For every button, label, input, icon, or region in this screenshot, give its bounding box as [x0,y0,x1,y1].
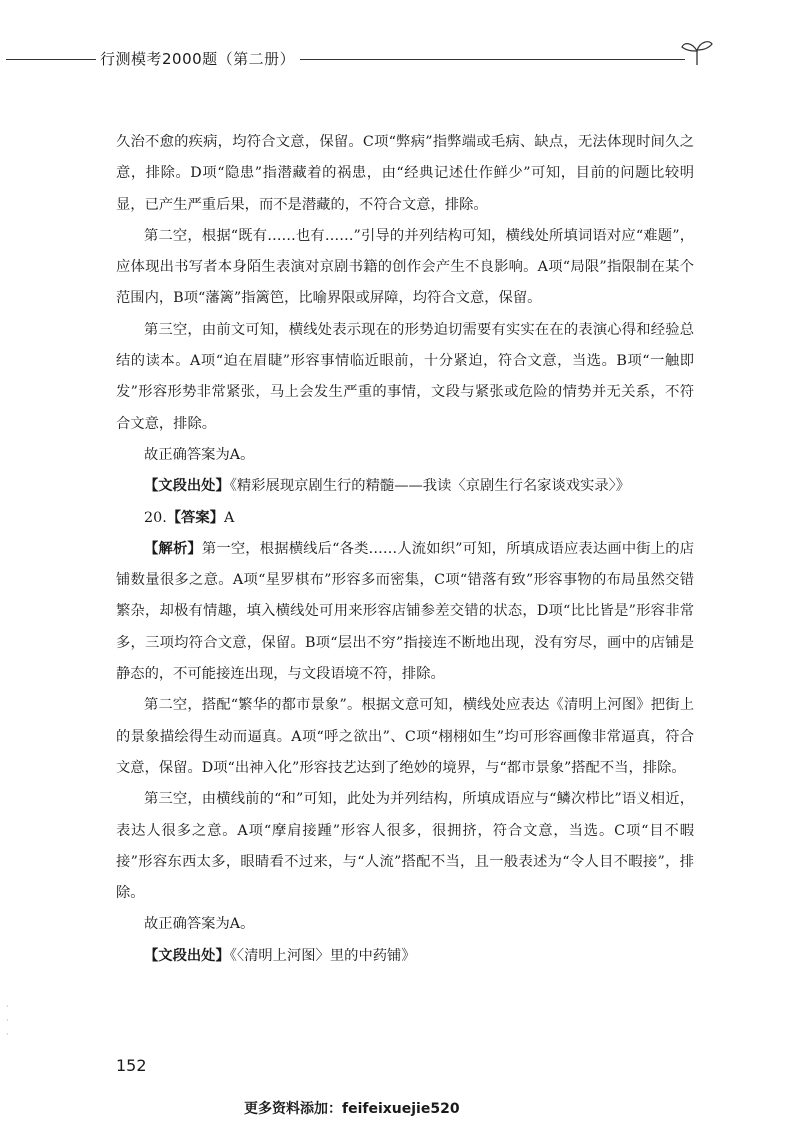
analysis-paragraph [116,534,694,690]
running-header [0,44,800,74]
source-citation [116,941,694,972]
analysis-text: 第一空，根据横线后“各类……人流如织”可知，所填成语应表达画中街上的店铺数量很多之意。A项“星罗棋布”形容多而密集，C项“错落有致”形容事物的布局虽然交错繁杂，却极有情趣，填入横线处可用来形容店铺参差交错的状态，D项“比比皆是”形容非常多，三项均符合文意，保留。B项“层出不穷”指接连不断地出现，没有穷尽，画中的店铺是静态的，不可能接连出现，与文段语境不符，排除。 [116,540,695,683]
source-title: 《〈清明上河图〉里的中药铺》 [229,947,416,964]
source-title: 《精彩展现京剧生行的精髓——我读〈京剧生行名家谈戏实录〉》 [229,478,631,495]
margin-dots: · · · [6,1002,9,1039]
paragraph: 第二空，根据“既有……也有……”引导的并列结构可知，横线处所填词语对应“难题”，应体现出书写者本身陌生表演对京剧书籍的创作会产生不良影响。A项“局限”指限制在某个范围内，B项“藩篱”指篱笆，比喻界限或屏障，均符合文意，保留。 [116,227,694,307]
analysis-tag: 【解析】 [144,540,202,557]
page-body [116,127,694,972]
paragraph: 第二空，搭配“繁华的都市景象”。根据文意可知，横线处应表达《清明上河图》把街上的景象描绘得生动而逼真。A项“呼之欲出”、C项“栩栩如生”均可形容画像非常逼真，符合文意，保留。D项“出神入化”形容技艺达到了绝妙的境界，与“都市景象”搭配不当，排除。 [116,697,694,776]
answer-tag: 【答案】 [166,509,224,526]
paragraph: 第三空，由前文可知，横线处表示现在的形势迫切需要有实实在在的表演心得和经验总结的读本。A项“迫在眉睫”形容事情临近眼前，十分紧迫，符合文意，当选。B项“一触即发”形容形势非常紧张，马上会发生严重的事情，文段与紧张或危险的情势并无关系，不符合文意，排除。 [116,321,694,432]
answer-line [116,503,694,534]
source-tag: 【文段出处】 [144,478,230,495]
paragraph: 第三空，由横线前的“和”可知，此处为并列结构，所填成语应与“鳞次栉比”语义相近，表达人很多之意。A项“摩肩接踵”形容人很多，很拥挤，符合文意，当选。C项“目不暇接”形容东西太多，眼睛看不过来，与“人流”搭配不当，且一般表述为“令人目不暇接”，排除。 [116,791,694,902]
question-number: 20. [144,509,167,526]
header-rule-right [300,59,685,60]
paragraph: 故正确答案为A。 [144,446,255,463]
page-number: 152 [116,1056,147,1075]
source-tag: 【文段出处】 [144,947,230,964]
paragraph: 久治不愈的疾病，均符合文意，保留。C项“弊病”指弊端或毛病、缺点，无法体现时间久之意，排除。D项“隐患”指潜藏着的祸患，由“经典记述仕作鲜少”可知，目前的问题比较明显，已产生严重后果，而不是潜藏的，不符合文意，排除。 [116,134,694,213]
source-citation [116,471,694,502]
header-title: 行测模考2000题（第二册） [100,50,296,68]
sprout-icon [680,38,714,66]
answer-value: A [223,509,235,526]
paragraph: 故正确答案为A。 [144,916,255,933]
footer-note: 更多资料添加：feifeixuejie520 [244,1101,460,1117]
header-rule-left [6,59,96,60]
